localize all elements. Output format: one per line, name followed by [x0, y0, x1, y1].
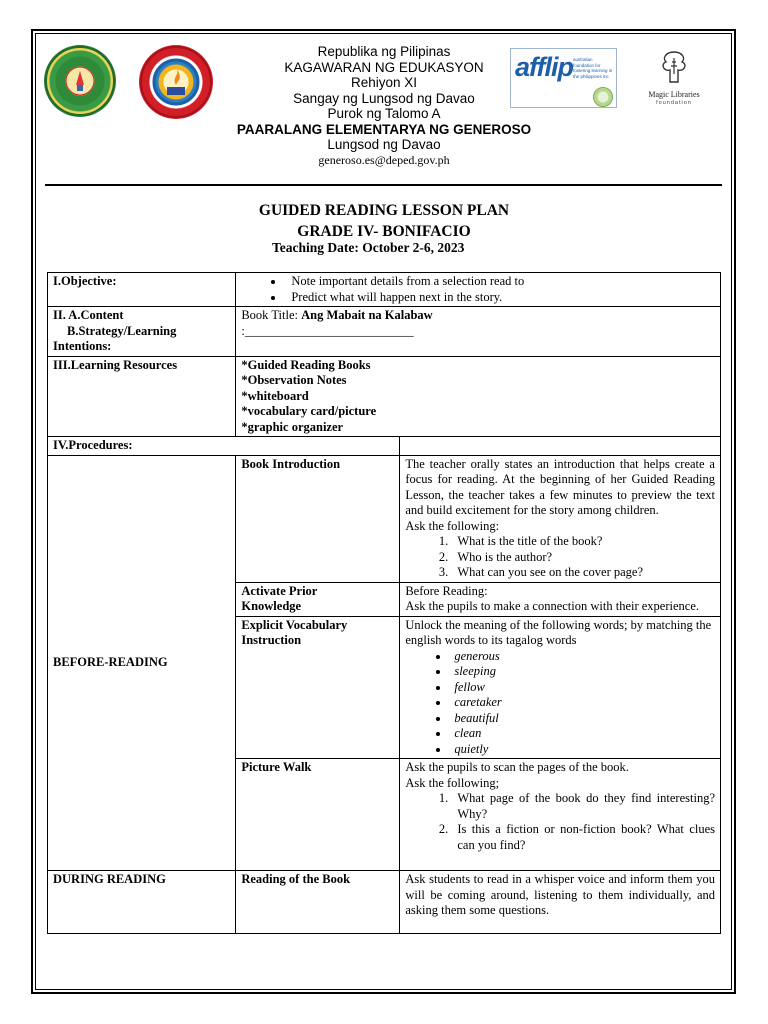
vocab-cell [400, 616, 721, 759]
prior-knowledge-label-2: Knowledge [241, 599, 302, 613]
list-item: *Guided Reading Books [241, 357, 371, 372]
objectives-cell [236, 273, 721, 307]
prior-knowledge-label-1: Activate Prior [241, 583, 318, 598]
list-item: • clean [450, 726, 715, 742]
book-intro-questions [405, 534, 715, 581]
school-email: generoso.es@deped.gov.ph [318, 152, 450, 167]
vocab-label-1: Explicit Vocabulary [241, 617, 348, 632]
picture-walk-questions [405, 791, 715, 853]
vocab-label-2: Instruction [241, 633, 302, 647]
before-reading-label: BEFORE-READING [48, 455, 236, 871]
header-divider [45, 184, 722, 186]
vocab-label-cell [236, 616, 400, 759]
prior-knowledge-text: Ask the pupils to make a connection with their experience. [405, 599, 700, 613]
school-name: PAARALANG ELEMENTARYA NG GENEROSO [236, 121, 532, 137]
content-label-cell [48, 307, 236, 357]
city-name: Lungsod ng Davao [327, 137, 441, 152]
title-line-2: GRADE IV- BONIFACIO [297, 223, 471, 240]
vocab-text: Unlock the meaning of the following words; by matching the english words to its tagalog words [405, 617, 712, 647]
prior-knowledge-label-cell [236, 582, 400, 616]
magic-libraries-sub: foundation [656, 100, 692, 106]
picture-walk-line: Ask the pupils to scan the pages of the book. [405, 760, 629, 774]
title-line-1: GUIDED READING LESSON PLAN [258, 202, 510, 219]
table-row [48, 273, 721, 307]
list-item: • fellow [450, 680, 715, 696]
lesson-plan-title [0, 200, 768, 242]
list-item: • generous [450, 649, 715, 665]
reading-label: Reading of the Book [236, 871, 400, 934]
letterhead-line: Purok ng Talomo A [327, 106, 441, 121]
letterhead [0, 44, 768, 168]
intentions-label: Intentions: [53, 339, 112, 353]
list-item: *graphic organizer [241, 419, 344, 434]
list-item: 1. What is the title of the book? [451, 534, 715, 550]
list-item: 1. What page of the book do they find interesting? Why? [451, 791, 715, 822]
picture-walk-cell [400, 759, 721, 871]
list-item: 2. Is this a fiction or non-fiction book? What clues can you find? [451, 822, 715, 853]
magic-libraries-name: Magic Libraries [648, 90, 700, 99]
vocab-word-list [405, 649, 715, 758]
book-intro-cell [400, 455, 721, 582]
book-intro-ask: Ask the following: [405, 518, 500, 533]
list-item: *vocabulary card/picture [241, 404, 377, 418]
letterhead-line: Rehiyon XI [350, 75, 418, 90]
list-item: *Observation Notes [241, 373, 347, 387]
picture-walk-ask: Ask the following; [405, 775, 500, 790]
book-title-line [241, 308, 715, 324]
lesson-plan-table [47, 272, 721, 934]
book-title-label: Book Title: [241, 308, 302, 322]
objective-label: I.Objective: [48, 273, 236, 307]
strategy-label: B.Strategy/Learning [67, 323, 177, 338]
book-intro-label: Book Introduction [236, 455, 400, 582]
table-row [48, 356, 721, 437]
table-row [48, 437, 721, 456]
blank-line: :___________________________ [241, 323, 414, 338]
teaching-date: Teaching Date: October 2-6, 2023 [272, 240, 465, 255]
table-row [48, 871, 721, 934]
list-item: 3. What can you see on the cover page? [451, 565, 715, 581]
letterhead-line: KAGAWARAN NG EDUKASYON [284, 59, 484, 75]
content-label: II. A.Content [53, 308, 124, 322]
list-item: • quietly [450, 742, 715, 758]
list-item: • Note important details from a selection read to [285, 274, 715, 290]
letterhead-line: Sangay ng Lungsod ng Davao [293, 90, 475, 106]
table-row [48, 307, 721, 357]
during-reading-label: DURING READING [48, 871, 236, 934]
reading-text: Ask students to read in a whisper voice and inform them you will be coming around, listening to them individually, and asking them some questions. [400, 871, 721, 934]
objectives-list [241, 274, 715, 305]
prior-knowledge-cell [400, 582, 721, 616]
book-intro-text: The teacher orally states an introduction that helps create a focus for reading. At the beginning of her Guided Reading Lesson, the teacher takes a few minutes to preview the text and build excitement for the story among children. [405, 456, 715, 517]
list-item: • beautiful [450, 711, 715, 727]
list-item: • sleeping [450, 664, 715, 680]
resources-cell [236, 356, 721, 437]
empty-cell [400, 437, 721, 456]
book-title-cell [236, 307, 721, 357]
list-item: • Predict what will happen next in the story. [285, 290, 715, 306]
list-item: 2. Who is the author? [451, 550, 715, 566]
letterhead-line: Republika ng Pilipinas [317, 44, 451, 59]
list-item: *whiteboard [241, 388, 309, 403]
table-row [48, 455, 721, 582]
list-item: • caretaker [450, 695, 715, 711]
book-title: Ang Mabait na Kalabaw [301, 308, 433, 322]
picture-walk-label: Picture Walk [236, 759, 400, 871]
afflip-word: afflip [515, 52, 574, 82]
resources-label: III.Learning Resources [48, 356, 236, 437]
afflip-caption: australian foundation for fostering learning in the philippines inc [573, 57, 613, 79]
prior-knowledge-line: Before Reading: [405, 583, 488, 598]
procedures-label: IV.Procedures: [48, 437, 400, 456]
